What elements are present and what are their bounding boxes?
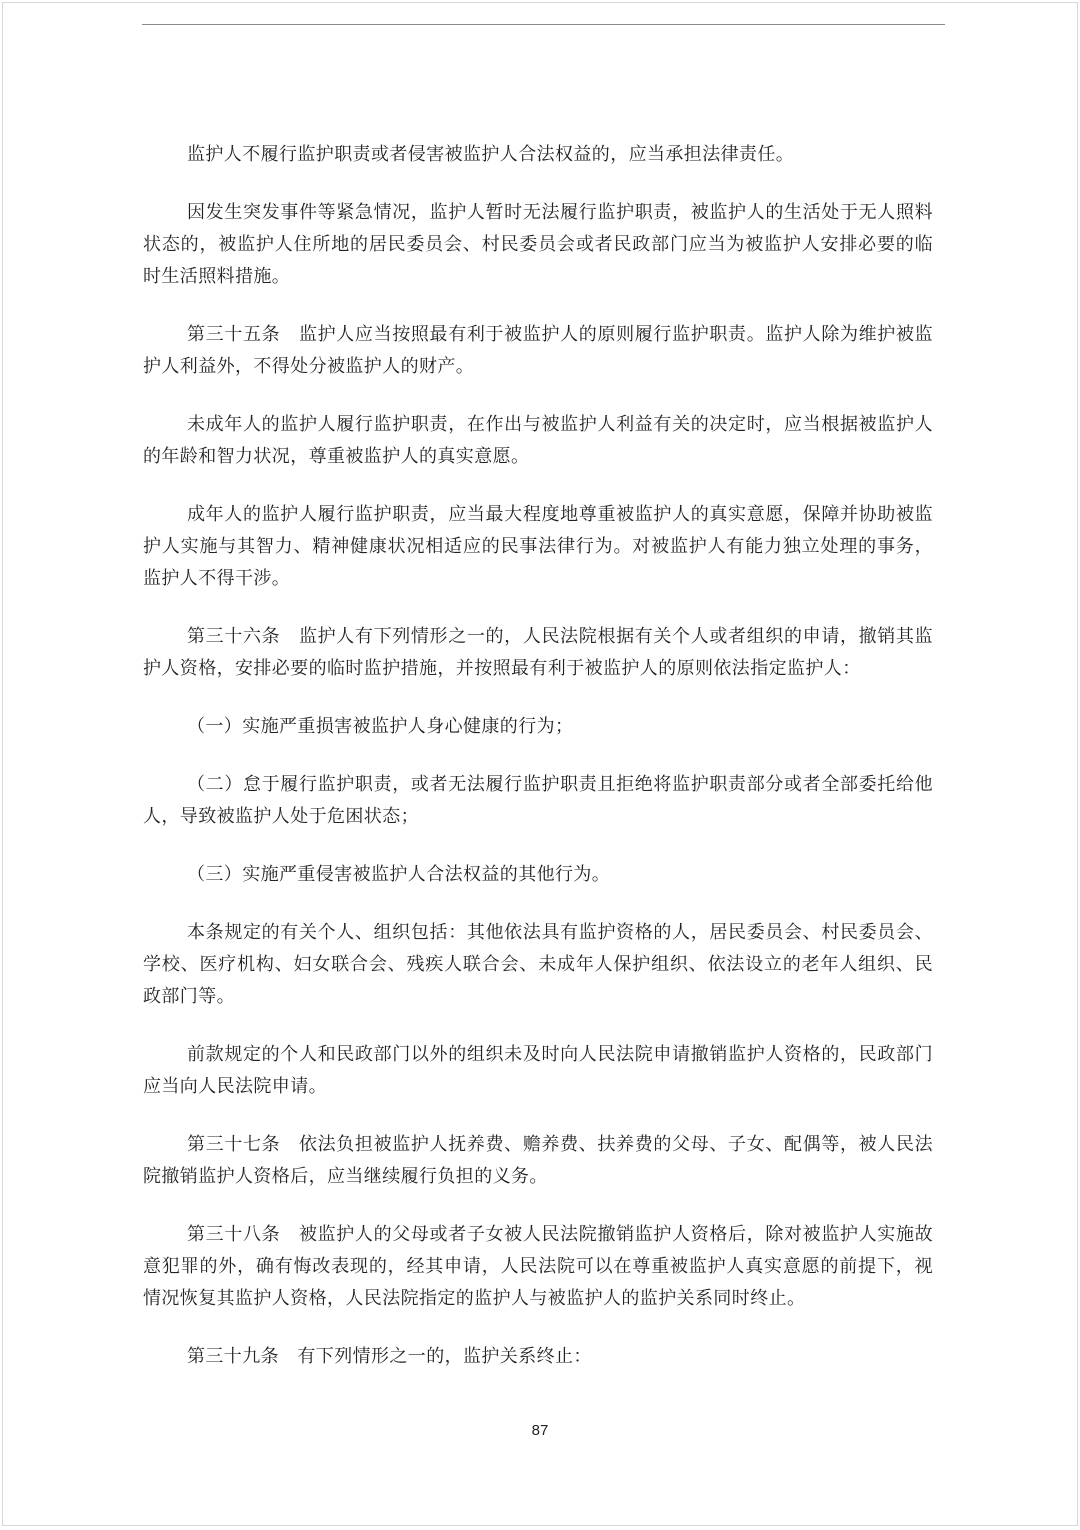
document-body [143,139,933,1399]
document-page [2,2,1078,1526]
article-37: 第三十七条 依法负担被监护人抚养费、赡养费、扶养费的父母、子女、配偶等，被人民法院撤销监护人资格后，应当继续履行负担的义务。 [143,1134,933,1187]
header-divider [142,24,945,25]
paragraph: 因发生突发事件等紧急情况，监护人暂时无法履行监护职责，被监护人的生活处于无人照料状态的，被监护人住所地的居民委员会、村民委员会或者民政部门应当为被监护人安排必要的临时生活照料措施。 [143,202,933,287]
article-36: 第三十六条 监护人有下列情形之一的，人民法院根据有关个人或者组织的申请，撤销其监护人资格，安排必要的临时监护措施，并按照最有利于被监护人的原则依法指定监护人： [143,626,933,679]
article-35: 第三十五条 监护人应当按照最有利于被监护人的原则履行监护职责。监护人除为维护被监护人利益外，不得处分被监护人的财产。 [143,324,933,377]
paragraph: 成年人的监护人履行监护职责，应当最大程度地尊重被监护人的真实意愿，保障并协助被监护人实施与其智力、精神健康状况相适应的民事法律行为。对被监护人有能力独立处理的事务，监护人不得干涉。 [143,504,933,589]
paragraph: 未成年人的监护人履行监护职责，在作出与被监护人利益有关的决定时，应当根据被监护人的年龄和智力状况，尊重被监护人的真实意愿。 [143,414,933,467]
article-38: 第三十八条 被监护人的父母或者子女被人民法院撤销监护人资格后，除对被监护人实施故意犯罪的外，确有悔改表现的，经其申请，人民法院可以在尊重被监护人真实意愿的前提下，视情况恢复其监护人资格，人民法院指定的监护人与被监护人的监护关系同时终止。 [143,1224,933,1309]
list-item: （二）怠于履行监护职责，或者无法履行监护职责且拒绝将监护职责部分或者全部委托给他人，导致被监护人处于危困状态； [143,774,933,827]
paragraph: 监护人不履行监护职责或者侵害被监护人合法权益的，应当承担法律责任。 [187,144,795,165]
paragraph: 前款规定的个人和民政部门以外的组织未及时向人民法院申请撤销监护人资格的，民政部门应当向人民法院申请。 [143,1044,933,1097]
page-number: 87 [531,1422,549,1439]
paragraph: 本条规定的有关个人、组织包括：其他依法具有监护资格的人，居民委员会、村民委员会、学校、医疗机构、妇女联合会、残疾人联合会、未成年人保护组织、依法设立的老年人组织、民政部门等。 [143,922,933,1007]
list-item: （三）实施严重侵害被监护人合法权益的其他行为。 [187,864,611,885]
list-item: （一）实施严重损害被监护人身心健康的行为； [187,716,574,737]
article-39: 第三十九条 有下列情形之一的，监护关系终止： [187,1346,592,1367]
